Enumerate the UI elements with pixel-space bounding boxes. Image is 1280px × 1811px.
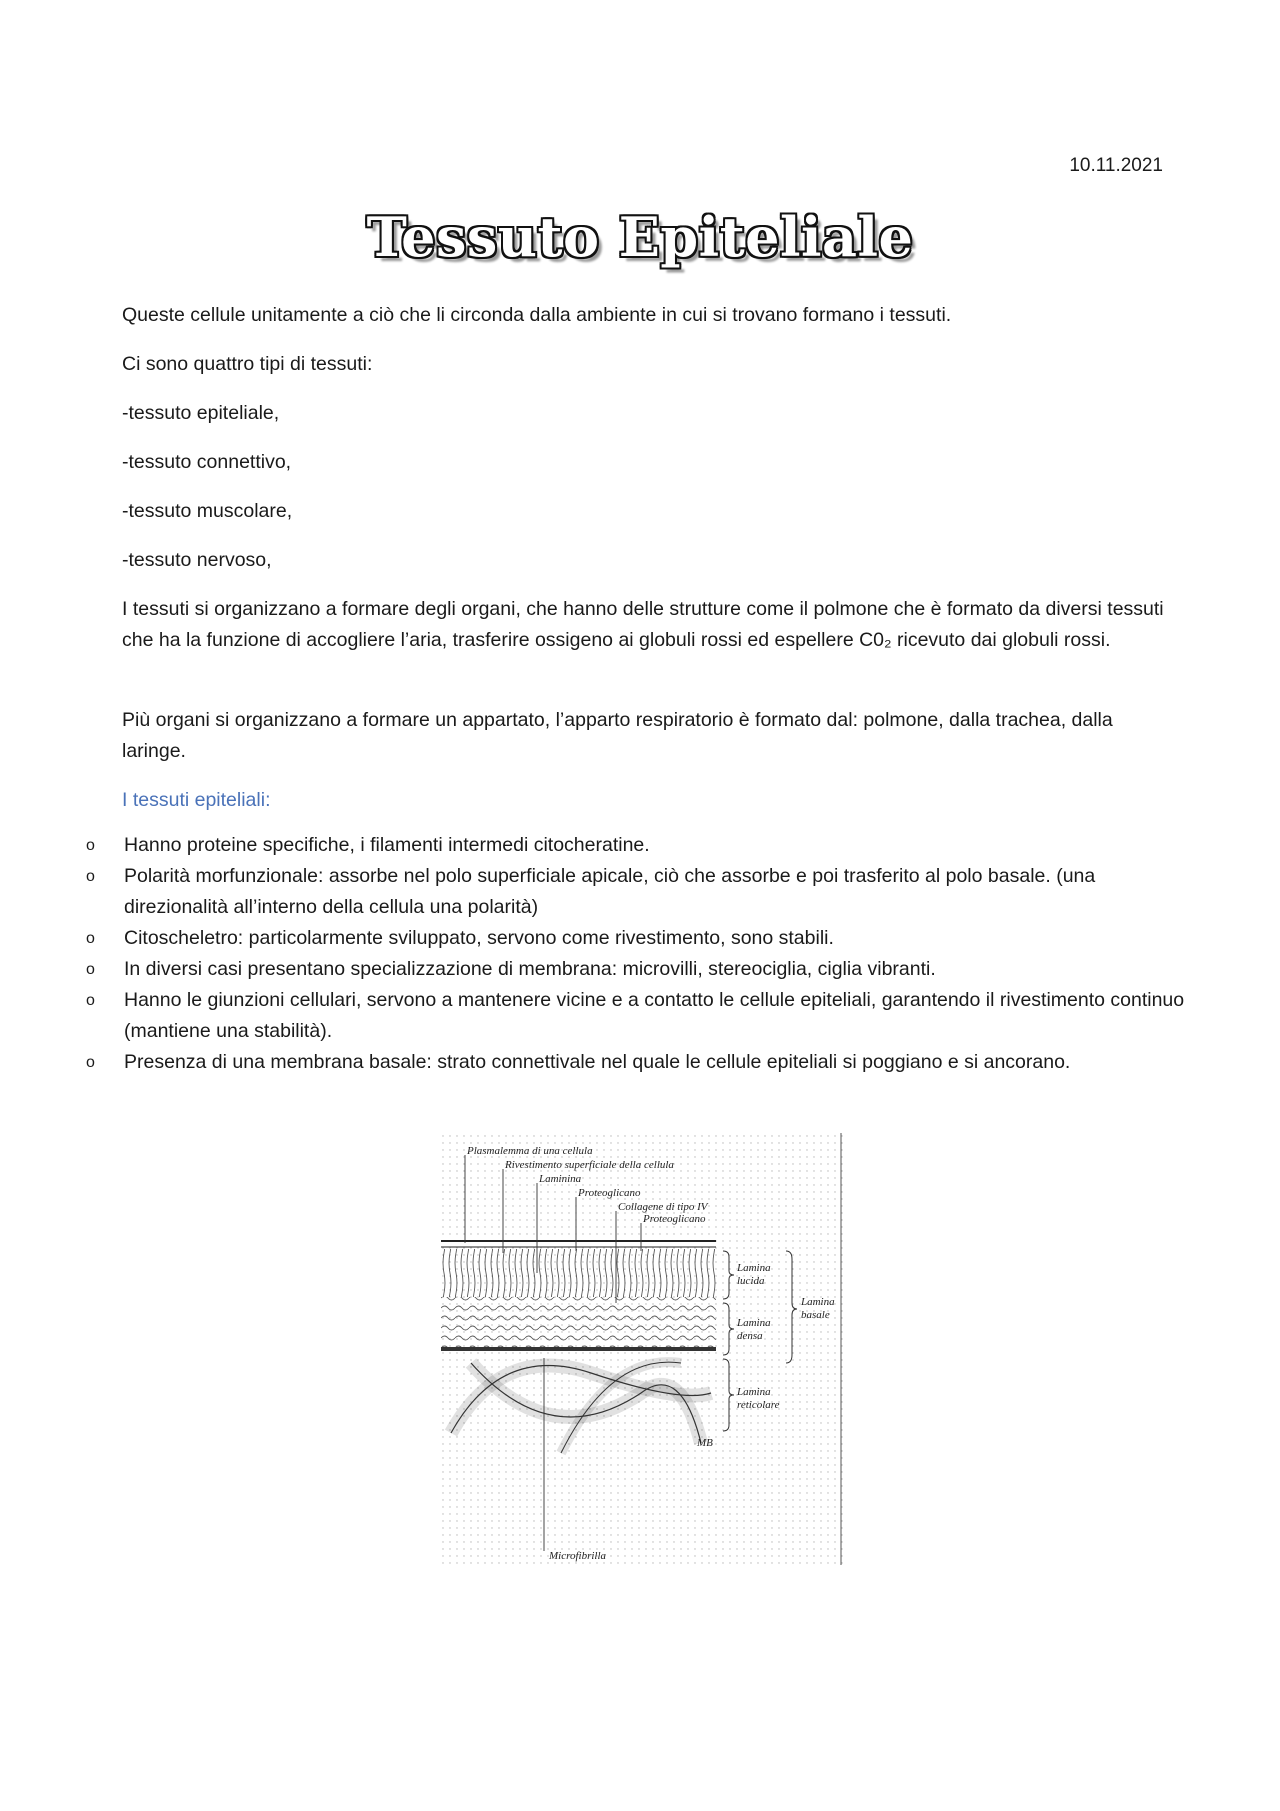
organs-paragraph: I tessuti si organizzano a formare degli organi, che hanno delle strutture come il polmone che è formato da diversi tessuti che ha la funzione di accogliere l’aria, trasferire ossigeno ai globuli rossi ed espellere C0₂ ricevuto dai globuli rossi.	[122, 598, 1164, 651]
list-item	[86, 1047, 1196, 1078]
bullet-marker: o	[86, 992, 95, 1009]
list-item-text: Polarità morfunzionale: assorbe nel polo superficiale apicale, ciò che assorbe e poi trasferito al polo basale. (una direzionalità all’interno della cellula una polarità)	[124, 865, 1096, 918]
label-lamina-densa: Lamina	[737, 1317, 771, 1329]
document-date: 10.11.2021	[1069, 155, 1163, 176]
list-item-text: In diversi casi presentano specializzazione di membrana: microvilli, stereociglia, ciglia vibranti.	[124, 958, 936, 980]
tissue-type-item: -tessuto muscolare,	[122, 500, 293, 522]
label-lamina-lucida-2: lucida	[737, 1275, 765, 1287]
label-lamina-densa-2: densa	[737, 1330, 763, 1342]
epithelial-features-list	[86, 830, 1196, 1078]
bullet-marker: o	[86, 837, 95, 854]
bullet-marker: o	[86, 868, 95, 885]
types-intro: Ci sono quattro tipi di tessuti:	[122, 353, 373, 375]
epithelial-heading: I tessuti epiteliali:	[122, 789, 271, 811]
label-proteoglycan: Proteoglicano	[578, 1187, 641, 1199]
lamina-lucida-layer	[441, 1249, 716, 1297]
bullet-marker: o	[86, 1054, 95, 1071]
apparatus-paragraph: Più organi si organizzano a formare un appartato, l’apparto respiratorio è formato dal: polmone, dalla trachea, dalla laringe.	[122, 709, 1113, 762]
list-item	[86, 861, 1196, 923]
figure-initials: MB	[697, 1437, 713, 1449]
intro-paragraph: Queste cellule unitamente a ciò che li circonda dalla ambiente in cui si trovano formano i tessuti.	[122, 304, 952, 326]
label-lamina-reticolare: Lamina	[737, 1386, 771, 1398]
label-lamina-basale: Lamina	[801, 1296, 835, 1308]
list-item-text: Hanno le giunzioni cellulari, servono a mantenere vicine e a contatto le cellule epiteliali, garantendo il rivestimento continuo (mantiene una stabilità).	[124, 989, 1185, 1042]
label-lamina-lucida: Lamina	[737, 1262, 771, 1274]
label-plasmalemma: Plasmalemma di una cellula	[467, 1145, 593, 1157]
lamina-densa-layer	[441, 1297, 716, 1347]
tissue-type-item: -tessuto epiteliale,	[122, 402, 280, 424]
label-proteoglycan-2: Proteoglicano	[643, 1213, 706, 1225]
label-laminin: Laminina	[539, 1173, 582, 1185]
page-title: Tessuto Epiteliale	[366, 205, 914, 269]
list-item	[86, 954, 1196, 985]
list-item	[86, 830, 1196, 861]
label-lamina-reticolare-2: reticolare	[737, 1399, 780, 1411]
tissue-type-item: -tessuto nervoso,	[122, 549, 272, 571]
list-item-text: Citoscheletro: particolarmente sviluppato, servono come rivestimento, sono stabili.	[124, 927, 834, 949]
list-item-text: Presenza di una membrana basale: strato connettivale nel quale le cellule epiteliali si poggiano e si ancorano.	[124, 1051, 1071, 1073]
bullet-marker: o	[86, 930, 95, 947]
label-microfibrilla: Microfibrilla	[549, 1550, 607, 1562]
list-item	[86, 923, 1196, 954]
bullet-marker: o	[86, 961, 95, 978]
tissue-type-item: -tessuto connettivo,	[122, 451, 292, 473]
lamina-densa-edge	[441, 1347, 716, 1351]
label-lamina-basale-2: basale	[801, 1309, 830, 1321]
list-item	[86, 985, 1196, 1047]
label-collagen-iv: Collagene di tipo IV	[618, 1201, 708, 1213]
list-item-text: Hanno proteine specifiche, i filamenti intermedi citocheratine.	[124, 834, 650, 856]
label-cell-coat: Rivestimento superficiale della cellula	[505, 1159, 674, 1171]
basement-membrane-diagram	[441, 1133, 846, 1565]
